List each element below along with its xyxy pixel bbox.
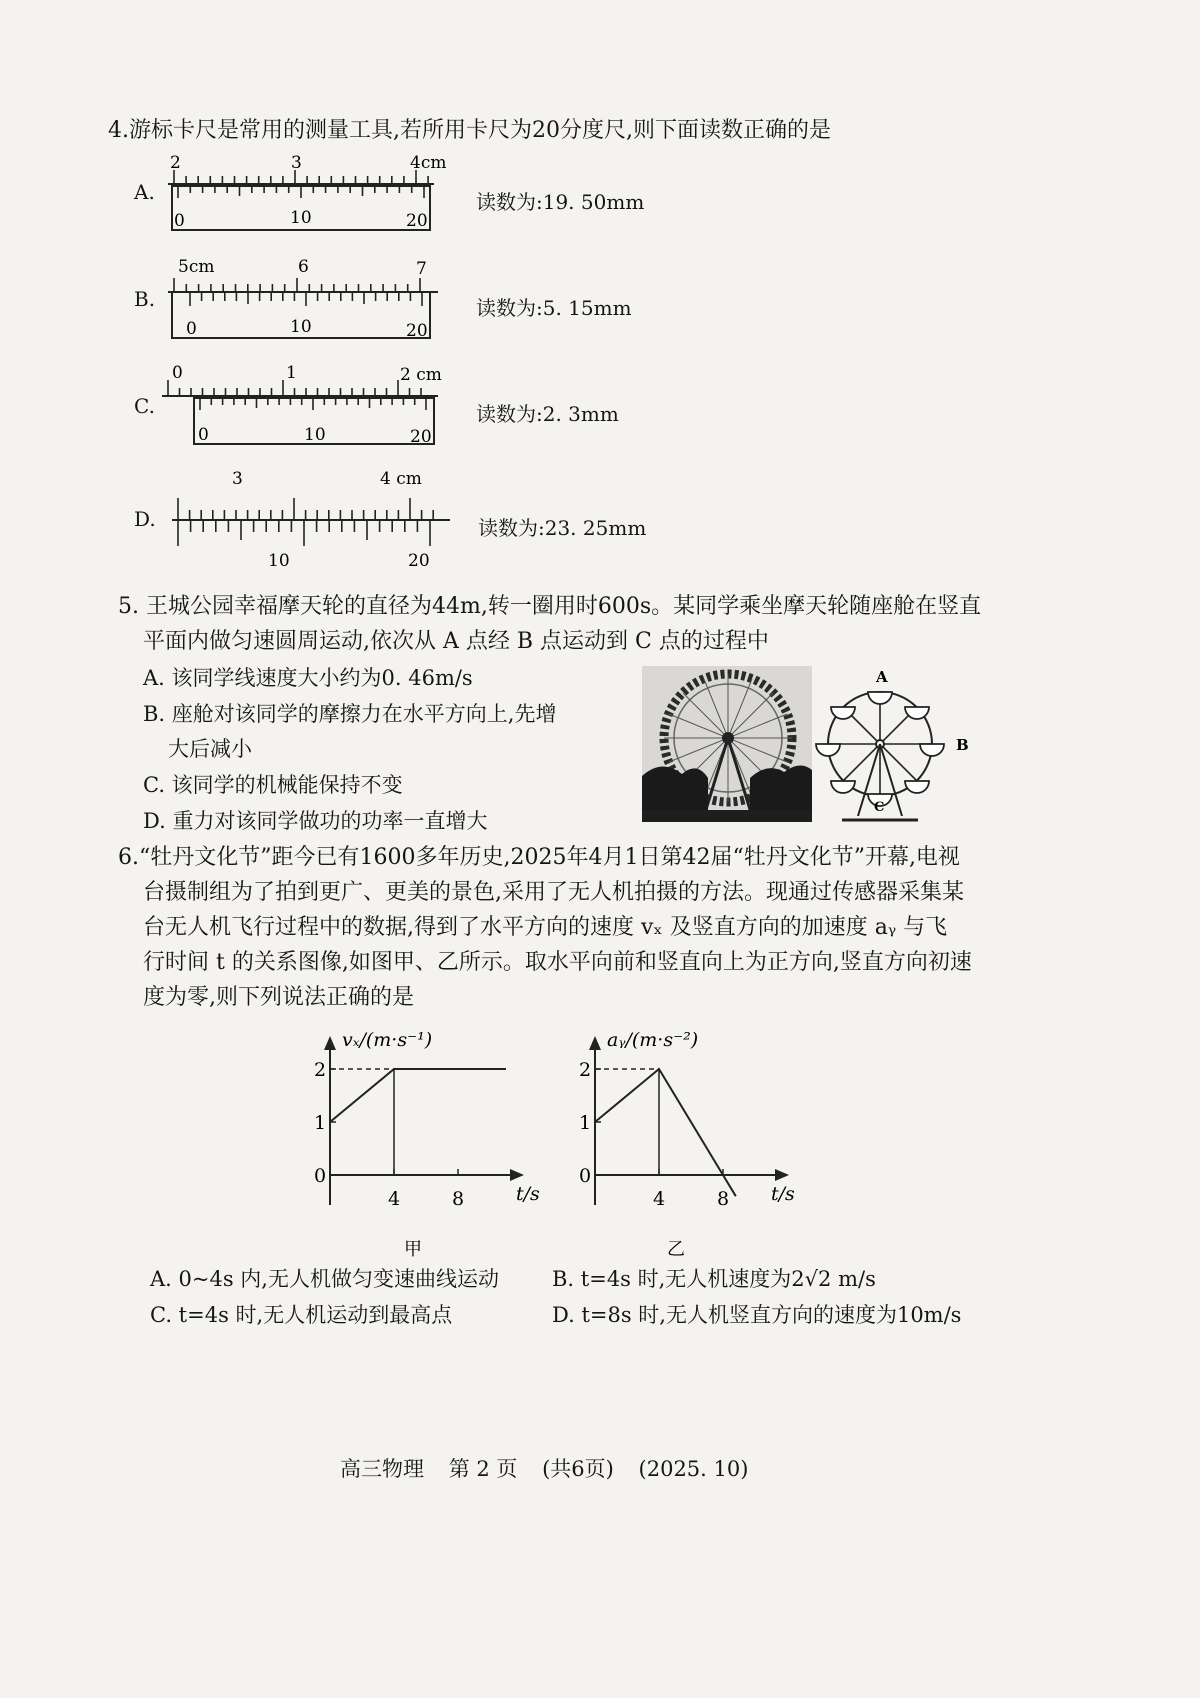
q6-option-b: B. t=4s 时,无人机速度为2√2 m/s [552, 1267, 876, 1291]
caliper-c-main-label-0: 0 [172, 363, 183, 383]
caliper-a-main-scale [168, 170, 434, 198]
y-tick-label: 0 [579, 1165, 592, 1187]
q5-option-b-line1: B. 座舱对该同学的摩擦力在水平方向上,先增 [143, 702, 557, 726]
footer-total: (共6页) [542, 1457, 614, 1481]
caliper-c-vernier-label-0: 0 [198, 425, 209, 445]
caliper-c-main-label-1: 1 [286, 363, 297, 383]
caliper-b-vernier-label-0: 0 [186, 319, 197, 339]
q5-option-a: A. 该同学线速度大小约为0. 46m/s [143, 666, 473, 690]
y-tick-label: 0 [314, 1165, 327, 1187]
caliper-d-vernier-label-1: 20 [408, 551, 430, 571]
q4-option-c-reading: 读数为:2. 3mm [476, 402, 619, 426]
chart-yi-ylabel: aᵧ/(m·s⁻²) [607, 1030, 699, 1051]
q4-option-b-label: B. [134, 287, 156, 311]
y-tick-label: 2 [314, 1059, 327, 1081]
footer-date: (2025. 10) [638, 1457, 749, 1481]
caliper-c-main-scale [162, 380, 438, 410]
chart-jia [310, 1030, 560, 1265]
q6-stem-line3: 台无人机飞行过程中的数据,得到了水平方向的速度 vₓ 及竖直方向的加速度 aᵧ 与飞 [143, 915, 948, 940]
chart-jia-marks [314, 1059, 506, 1210]
q6-stem-line2: 台摄制组为了拍到更广、更美的景色,采用了无人机拍摄的方法。现通过传感器采集某 [143, 880, 964, 905]
q5-option-d: D. 重力对该同学做功的功率一直增大 [143, 809, 488, 833]
series-line [330, 1069, 506, 1122]
series-line [595, 1069, 736, 1196]
chart-jia-ylabel: vₓ/(m·s⁻¹) [342, 1030, 433, 1051]
q5-option-c: C. 该同学的机械能保持不变 [143, 773, 403, 797]
q4-option-d-label: D. [134, 507, 156, 531]
chart-yi-xlabel: t/s [771, 1183, 795, 1205]
q6-stem-line1: 6.“牡丹文化节”距今已有1600多年历史,2025年4月1日第42届“牡丹文化节”开幕,电视 [118, 845, 960, 870]
caliper-b-main-label-2: 7 [416, 259, 427, 279]
y-tick-label: 2 [579, 1059, 592, 1081]
caliper-a-vernier-label-0: 0 [174, 211, 185, 231]
x-tick-label: 4 [388, 1188, 401, 1210]
q6-stem-line5: 度为零,则下列说法正确的是 [143, 985, 414, 1010]
q6-stem-line4: 行时间 t 的关系图像,如图甲、乙所示。取水平向前和竖直向上为正方向,竖直方向初速 [143, 950, 972, 975]
q4-stem: 4.游标卡尺是常用的测量工具,若所用卡尺为20分度尺,则下面读数正确的是 [108, 118, 831, 143]
caliper-a-main-label-0: 2 [170, 153, 181, 173]
q6-option-d: D. t=8s 时,无人机竖直方向的速度为10m/s [552, 1303, 962, 1327]
caliper-d-vernier-label-0: 10 [268, 551, 290, 571]
ferris-wheel-diagram [812, 666, 982, 830]
q5-stem-line2: 平面内做匀速圆周运动,依次从 A 点经 B 点运动到 C 点的过程中 [143, 629, 769, 654]
caliper-d [160, 462, 460, 572]
caliper-a [160, 148, 460, 238]
q5-stem-line1: 5. 王城公园幸福摩天轮的直径为44m,转一圈用时600s。某同学乘坐摩天轮随座舱在竖直 [118, 594, 982, 619]
caliper-c-vernier-label-1: 10 [304, 425, 326, 445]
footer-subject: 高三物理 [340, 1457, 424, 1481]
chart-yi-caption: 乙 [667, 1239, 685, 1260]
chart-yi [575, 1030, 825, 1265]
page-footer [340, 1453, 766, 1483]
q4-option-a-label: A. [134, 180, 155, 204]
chart-jia-caption: 甲 [404, 1239, 422, 1260]
caliper-a-main-label-2: 4cm [410, 153, 447, 173]
q5-option-b-line2: 大后减小 [168, 737, 252, 761]
x-tick-label: 4 [653, 1188, 666, 1210]
caliper-d-main-label-0: 3 [232, 469, 243, 489]
y-tick-label: 1 [314, 1112, 327, 1134]
q6-option-c: C. t=4s 时,无人机运动到最高点 [150, 1303, 453, 1327]
caliper-b-vernier-label-1: 10 [290, 317, 312, 337]
wheel-point-c-label: C [874, 800, 885, 815]
footer-page: 第 2 页 [448, 1457, 518, 1481]
caliper-a-main-label-1: 3 [291, 153, 302, 173]
chart-jia-xlabel: t/s [516, 1183, 540, 1205]
y-tick-label: 1 [579, 1112, 592, 1134]
caliper-c-main-label-2: 2 cm [400, 365, 442, 385]
q4-option-b-reading: 读数为:5. 15mm [476, 296, 632, 320]
caliper-b-main-label-0: 5cm [178, 257, 215, 277]
caliper-d-main-label-1: 4 cm [380, 469, 422, 489]
q4-option-a-reading: 读数为:19. 50mm [476, 190, 645, 214]
caliper-a-vernier-label-1: 10 [290, 208, 312, 228]
caliper-c [160, 360, 460, 455]
x-tick-label: 8 [717, 1188, 730, 1210]
caliper-b-main-label-1: 6 [298, 257, 309, 277]
x-tick-label: 8 [452, 1188, 465, 1210]
q4-option-c-label: C. [134, 394, 155, 418]
chart-yi-marks [579, 1059, 736, 1210]
caliper-d-main-scale [172, 498, 450, 546]
q6-option-a: A. 0~4s 内,无人机做匀变速曲线运动 [150, 1267, 499, 1291]
caliper-a-vernier-label-2: 20 [406, 211, 428, 231]
caliper-b-vernier-label-2: 20 [406, 321, 428, 341]
q4-option-d-reading: 读数为:23. 25mm [478, 516, 647, 540]
caliper-c-vernier-label-2: 20 [410, 427, 432, 447]
ferris-wheel-photo [642, 666, 812, 822]
wheel-point-b-label: B [956, 736, 969, 754]
caliper-b [160, 252, 460, 347]
wheel-point-a-label: A [876, 668, 888, 686]
